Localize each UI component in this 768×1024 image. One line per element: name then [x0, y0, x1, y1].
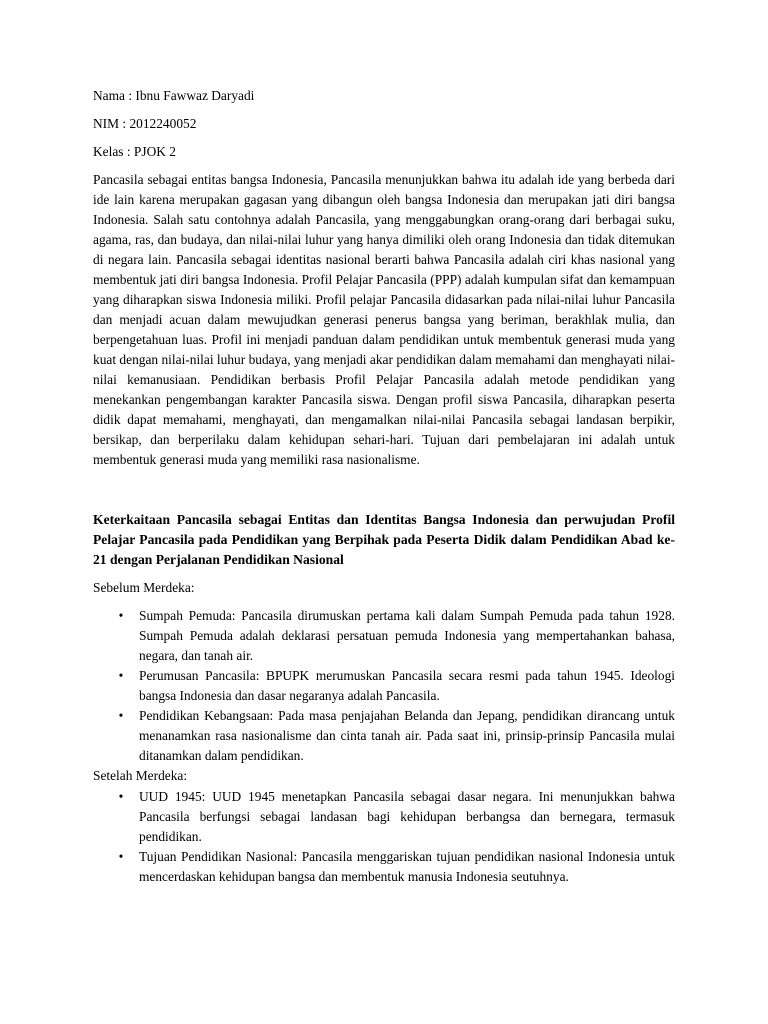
list-item-text: Pendidikan Kebangsaan: Pada masa penjajahan Belanda dan Jepang, pendidikan dirancang untuk menanamkan rasa nasionalisme dan cinta tanah air. Pada saat ini, prinsip-prinsip Pancasila mulai ditanamkan dalam pendidikan. [139, 708, 675, 763]
document-body [93, 86, 675, 887]
section-heading: Keterkaitaan Pancasila sebagai Entitas dan Identitas Bangsa Indonesia dan perwujudan Profil Pelajar Pancasila pada Pendidikan yang Berpihak pada Peserta Didik dalam Pendidikan Abad ke-21 dengan Perjalanan Pendidikan Nasional [93, 512, 675, 567]
bullet-icon: • [118, 789, 124, 804]
list-item [93, 847, 675, 887]
student-name: Nama : Ibnu Fawwaz Daryadi [93, 88, 255, 103]
list-item [93, 606, 675, 666]
list-item-text: Perumusan Pancasila: BPUPK merumuskan Pancasila secara resmi pada tahun 1945. Ideologi bangsa Indonesia dan dasar negaranya adalah Pancasila. [139, 668, 675, 703]
bullet-icon: • [118, 608, 124, 623]
list-item [93, 666, 675, 706]
after-independence-label: Setelah Merdeka: [93, 768, 188, 783]
bullet-icon: • [118, 668, 124, 683]
before-independence-list [93, 606, 675, 766]
student-class: Kelas : PJOK 2 [93, 144, 176, 159]
list-item [93, 706, 675, 766]
before-independence-label: Sebelum Merdeka: [93, 580, 195, 595]
list-item-text: Tujuan Pendidikan Nasional: Pancasila menggariskan tujuan pendidikan nasional Indonesia untuk mencerdaskan kehidupan bangsa dan membentuk manusia Indonesia seutuhnya. [139, 849, 675, 884]
bullet-icon: • [118, 849, 124, 864]
bullet-icon: • [118, 708, 124, 723]
list-item-text: Sumpah Pemuda: Pancasila dirumuskan pertama kali dalam Sumpah Pemuda pada tahun 1928. Sumpah Pemuda adalah deklarasi persatuan pemuda Indonesia yang mempertahankan bahasa, negara, dan tanah air. [139, 608, 675, 663]
list-item-text: UUD 1945: UUD 1945 menetapkan Pancasila sebagai dasar negara. Ini menunjukkan bahwa Pancasila berfungsi sebagai landasan bagi kehidupan berbangsa dan bernegara, termasuk pendidikan. [139, 789, 675, 844]
intro-paragraph: Pancasila sebagai entitas bangsa Indonesia, Pancasila menunjukkan bahwa itu adalah ide yang berbeda dari ide lain karena merupakan gagasan yang dibangun oleh bangsa Indonesia dan merupakan jati diri bangsa Indonesia. Salah satu contohnya adalah Pancasila, yang menggabungkan orang-orang dari berbagai suku, agama, ras, dan budaya, dan nilai-nilai luhur yang hanya dimiliki oleh orang Indonesia dan tidak ditemukan di negara lain. Pancasila sebagai identitas nasional berarti bahwa Pancasila adalah ciri khas nasional yang membentuk jati diri bangsa Indonesia. Profil Pelajar Pancasila (PPP) adalah kumpulan sifat dan kemampuan yang diharapkan siswa Indonesia miliki. Profil pelajar Pancasila didasarkan pada nilai-nilai luhur Pancasila dan menjadi acuan dalam mewujudkan generasi penerus bangsa yang beriman, berakhlak mulia, dan berpengetahuan luas. Profil ini menjadi panduan dalam pendidikan untuk membentuk generasi muda yang kuat dengan nilai-nilai luhur budaya, yang menjadi akar pendidikan dalam memahami dan menghayati nilai-nilai kemanusiaan. Pendidikan berbasis Profil Pelajar Pancasila adalah metode pendidikan yang menekankan pengembangan karakter Pancasila siswa. Dengan profil siswa Pancasila, diharapkan peserta didik dapat memahami, menghayati, dan mengamalkan nilai-nilai Pancasila sebagai landasan berpikir, bersikap, dan berperilaku dalam kehidupan sehari-hari. Tujuan dari pembelajaran ini adalah untuk membentuk generasi muda yang memiliki rasa nasionalisme. [93, 172, 675, 467]
list-item [93, 787, 675, 847]
after-independence-list [93, 787, 675, 887]
student-nim: NIM : 2012240052 [93, 116, 197, 131]
